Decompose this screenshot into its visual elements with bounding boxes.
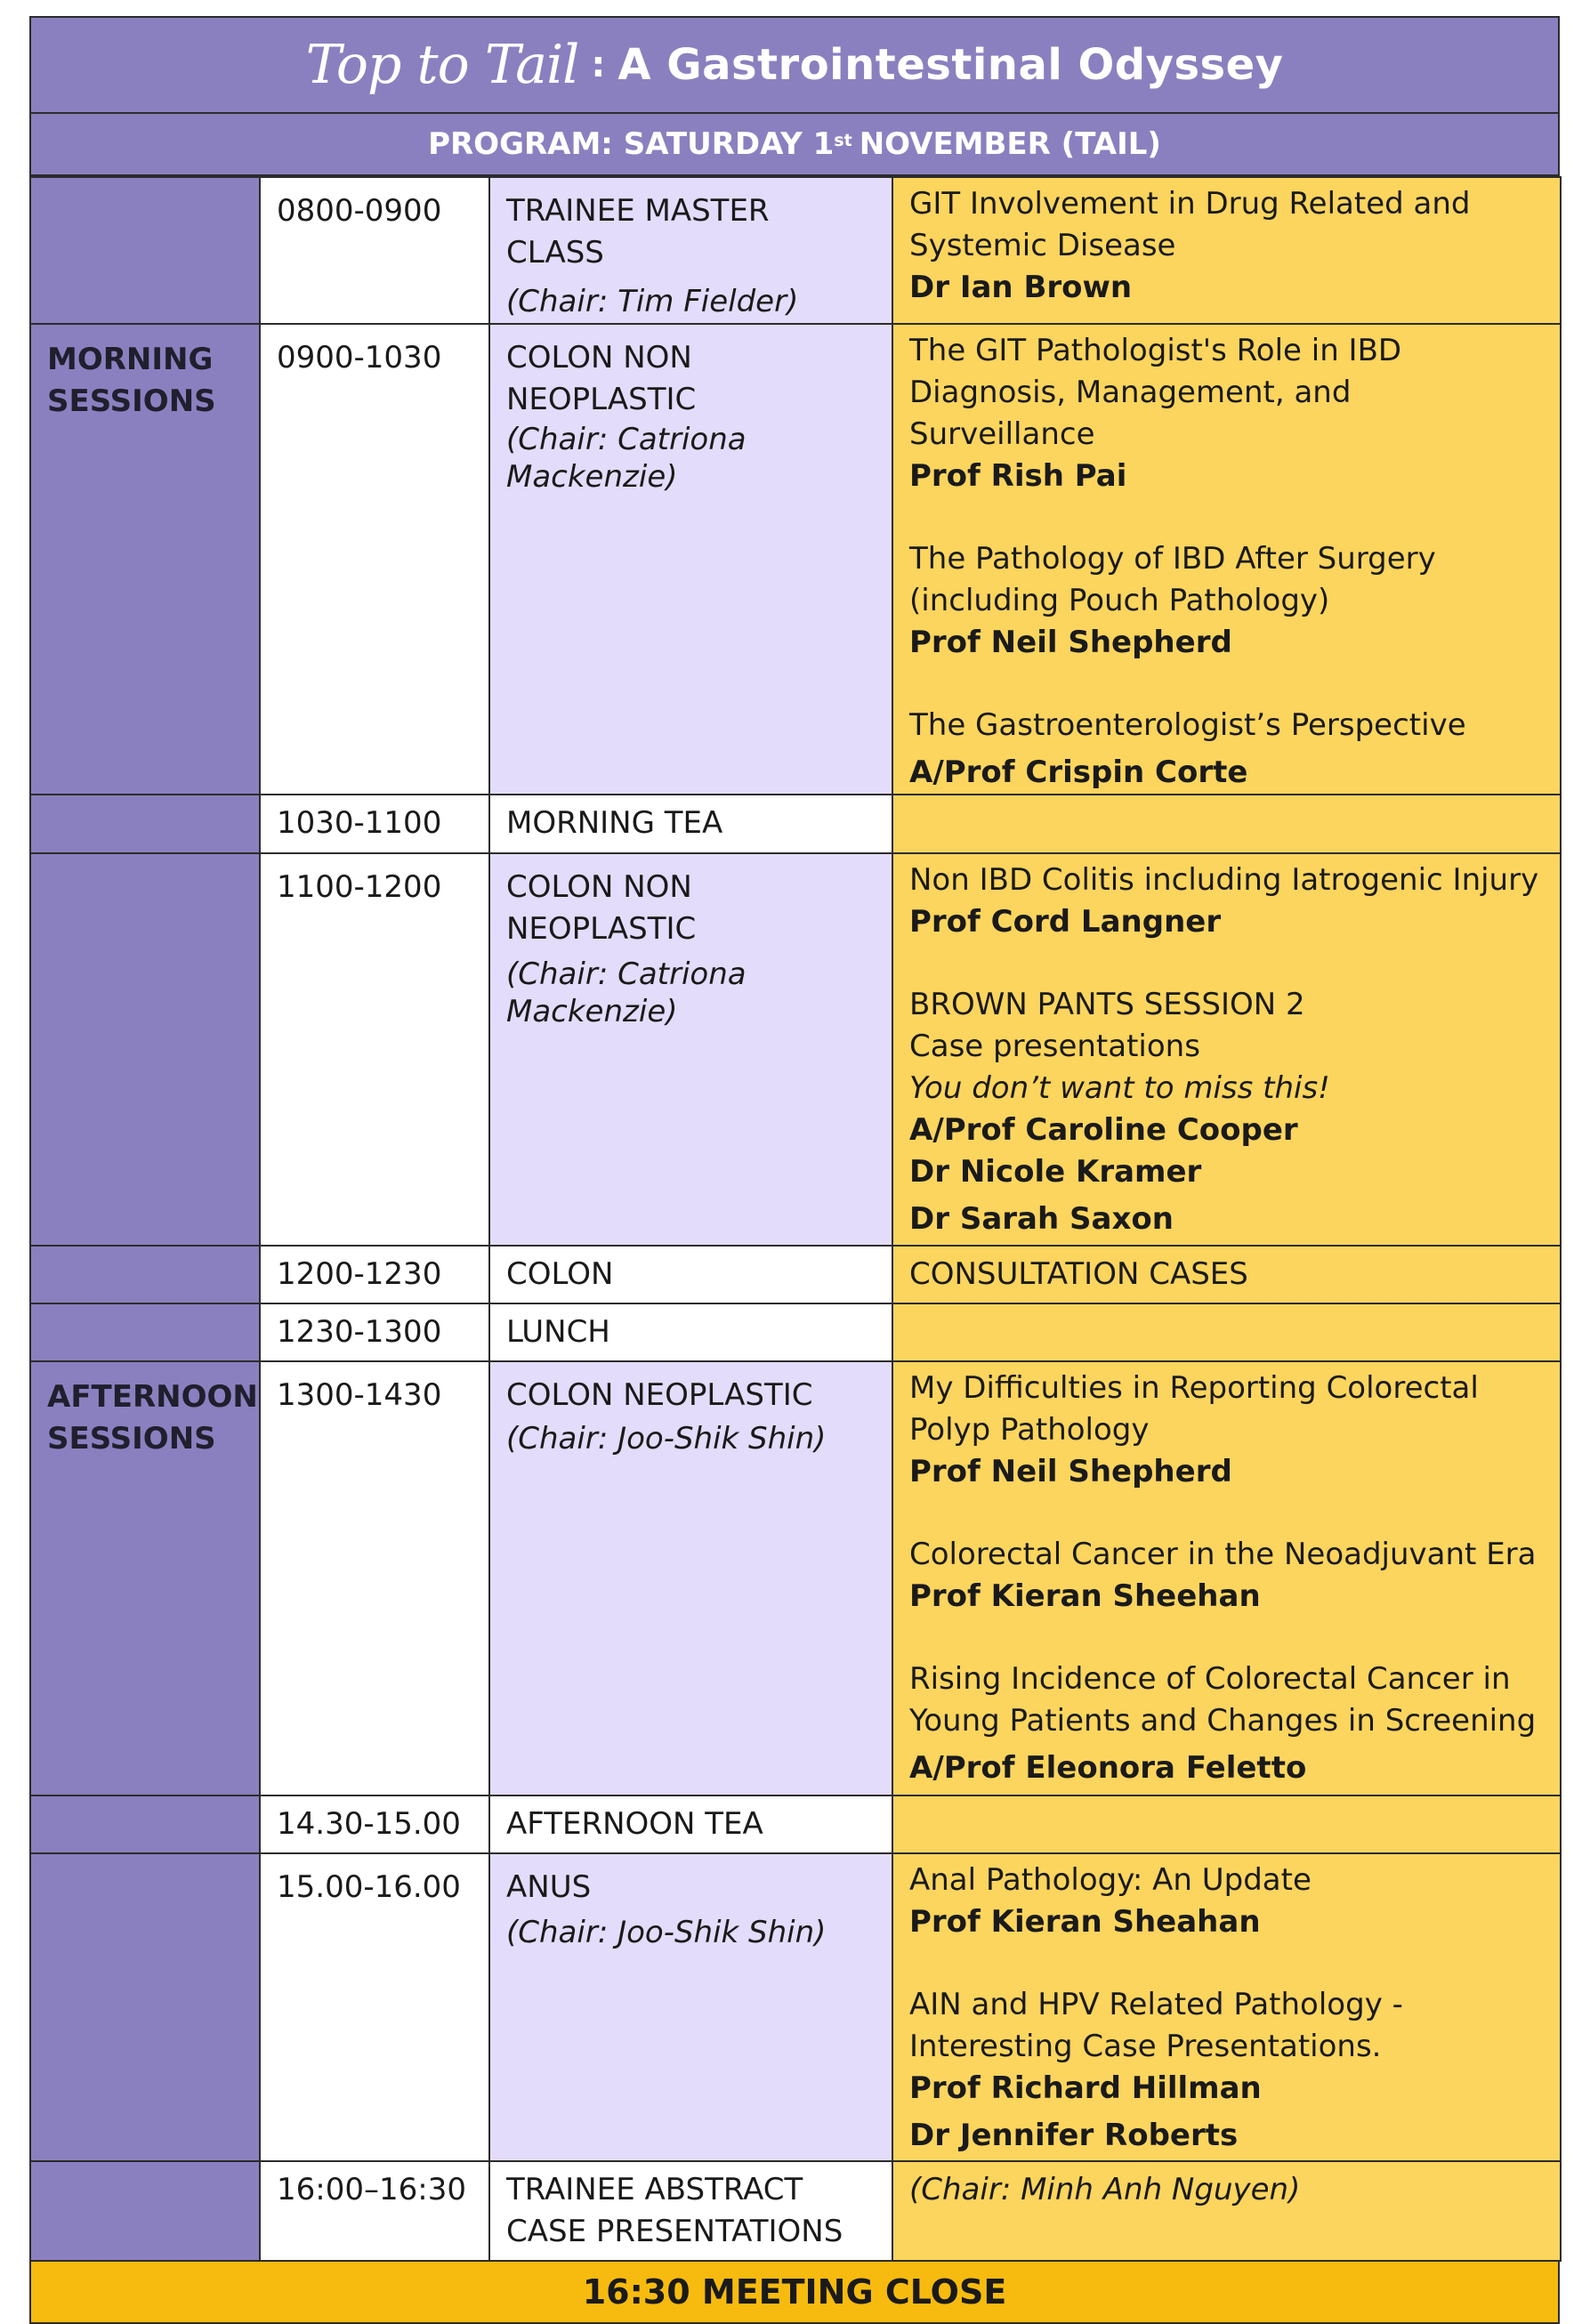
table-row	[30, 1795, 1561, 1853]
speaker-name: A/Prof Caroline Cooper	[909, 1112, 1298, 1148]
speaker-name: Dr Ian Brown	[909, 270, 1133, 305]
program-date-suffix: NOVEMBER (TAIL)	[859, 126, 1161, 162]
topic-title: COLON NON NEOPLASTIC	[506, 340, 697, 417]
chair-label: (Chair: Tim Fielder)	[506, 284, 799, 319]
speaker-name: Dr Jennifer Roberts	[909, 2118, 1239, 2153]
topic-cell	[489, 853, 892, 1246]
session-cell	[30, 1795, 260, 1853]
topic-cell: LUNCH	[489, 1303, 892, 1361]
table-row	[30, 795, 1561, 853]
talks-cell	[892, 1361, 1561, 1795]
speaker-name: Prof Kieran Sheahan	[909, 1904, 1261, 1940]
talks-cell	[892, 1853, 1561, 2161]
speaker-name: Prof Neil Shepherd	[909, 625, 1232, 660]
time-cell: 0900-1030	[260, 324, 489, 795]
program-sheet	[29, 16, 1560, 2324]
talks-cell	[892, 795, 1561, 853]
talks-cell	[892, 1795, 1561, 1853]
morning-sessions-label: MORNING SESSIONS	[47, 342, 216, 419]
talk-title: Anal Pathology: An Update	[909, 1862, 1312, 1898]
program-date-banner	[29, 114, 1560, 176]
chair-label: (Chair: Catriona Mackenzie)	[506, 956, 747, 1029]
speaker-name: Dr Sarah Saxon	[909, 1201, 1174, 1237]
afternoon-sessions-label: AFTERNOON SESSIONS	[47, 1379, 258, 1457]
talk-title: Rising Incidence of Colorectal Cancer in Young Patients and Changes in Screening	[909, 1661, 1537, 1739]
speaker-name: Dr Nicole Kramer	[909, 1154, 1202, 1190]
talk-title: Non IBD Colitis including Iatrogenic Injury	[909, 862, 1539, 898]
session-cell	[30, 1246, 260, 1303]
speaker-name: Prof Kieran Sheehan	[909, 1578, 1261, 1614]
title-separator: :	[591, 44, 606, 85]
topic-cell: MORNING TEA	[489, 795, 892, 853]
program-date-ordinal: st	[834, 131, 852, 150]
session-cell	[30, 1853, 260, 2161]
time-cell: 14.30-15.00	[260, 1795, 489, 1853]
topic-cell	[489, 324, 892, 795]
time-cell: 1200-1230	[260, 1246, 489, 1303]
talk-note: You don’t want to miss this!	[909, 1070, 1330, 1106]
schedule-table	[29, 176, 1562, 2262]
talk-title: GIT Involvement in Drug Related and Systemic Disease	[909, 186, 1471, 263]
table-row	[30, 324, 1561, 795]
session-cell	[30, 324, 260, 795]
topic-title: COLON NEOPLASTIC	[506, 1377, 813, 1413]
talk-title: The Pathology of IBD After Surgery (including Pouch Pathology)	[909, 541, 1436, 618]
speaker-name: Prof Cord Langner	[909, 904, 1222, 940]
talk-title: Colorectal Cancer in the Neoadjuvant Era	[909, 1537, 1537, 1572]
title-banner	[29, 16, 1560, 114]
time-cell: 16:00–16:30	[260, 2161, 489, 2261]
talks-cell: CONSULTATION CASES	[892, 1246, 1561, 1303]
talk-title: AIN and HPV Related Pathology - Interesting Case Presentations.	[909, 1987, 1403, 2064]
session-cell	[30, 853, 260, 1246]
time-cell: 1300-1430	[260, 1361, 489, 1795]
session-cell	[30, 2161, 260, 2261]
time-cell: 15.00-16.00	[260, 1853, 489, 2161]
topic-cell	[489, 1361, 892, 1795]
topic-cell	[489, 177, 892, 324]
speaker-name: Prof Neil Shepherd	[909, 1454, 1232, 1489]
session-cell	[30, 177, 260, 324]
time-cell: 1100-1200	[260, 853, 489, 1246]
session-cell	[30, 795, 260, 853]
meeting-close-banner: 16:30 MEETING CLOSE	[29, 2262, 1560, 2324]
talks-cell	[892, 1303, 1561, 1361]
speaker-name: A/Prof Eleonora Feletto	[909, 1750, 1307, 1786]
talks-cell	[892, 177, 1561, 324]
chair-label: (Chair: Joo-Shik Shin)	[506, 1915, 827, 1950]
table-row	[30, 1246, 1561, 1303]
event-title: A Gastrointestinal Odyssey	[617, 40, 1284, 90]
time-cell: 1030-1100	[260, 795, 489, 853]
session-cell	[30, 1303, 260, 1361]
chair-label: (Chair: Catriona Mackenzie)	[506, 422, 747, 495]
program-date-prefix: PROGRAM: SATURDAY 1	[428, 126, 835, 162]
table-row	[30, 2161, 1561, 2261]
topic-cell: TRAINEE ABSTRACT CASE PRESENTATIONS	[489, 2161, 892, 2261]
talk-title: The Gastroenterologist’s Perspective	[909, 707, 1466, 743]
topic-title: ANUS	[506, 1869, 592, 1905]
session-cell	[30, 1361, 260, 1795]
topic-cell	[489, 1853, 892, 2161]
speaker-name: Prof Rish Pai	[909, 458, 1127, 494]
table-row	[30, 853, 1561, 1246]
talks-cell	[892, 324, 1561, 795]
chair-label: (Chair: Minh Anh Nguyen)	[909, 2172, 1301, 2207]
time-cell: 1230-1300	[260, 1303, 489, 1361]
topic-title: COLON NON NEOPLASTIC	[506, 869, 697, 947]
chair-label: (Chair: Joo-Shik Shin)	[506, 1421, 827, 1457]
table-row	[30, 1361, 1561, 1795]
topic-cell: COLON	[489, 1246, 892, 1303]
talk-title: My Difficulties in Reporting Colorectal Polyp Pathology	[909, 1370, 1479, 1448]
speaker-name: A/Prof Crispin Corte	[909, 754, 1248, 790]
script-logo-title: Top to Tail	[305, 34, 579, 96]
time-cell: 0800-0900	[260, 177, 489, 324]
table-row	[30, 1303, 1561, 1361]
talk-subtitle: Case presentations	[909, 1029, 1200, 1064]
talk-title: The GIT Pathologist's Role in IBD Diagnosis, Management, and Surveillance	[909, 333, 1402, 452]
table-row	[30, 1853, 1561, 2161]
topic-title: TRAINEE MASTER CLASS	[506, 193, 770, 270]
talks-cell	[892, 853, 1561, 1246]
talk-title: BROWN PANTS SESSION 2	[909, 987, 1305, 1022]
speaker-name: Prof Richard Hillman	[909, 2070, 1262, 2106]
talks-cell	[892, 2161, 1561, 2261]
topic-cell: AFTERNOON TEA	[489, 1795, 892, 1853]
table-row	[30, 177, 1561, 324]
